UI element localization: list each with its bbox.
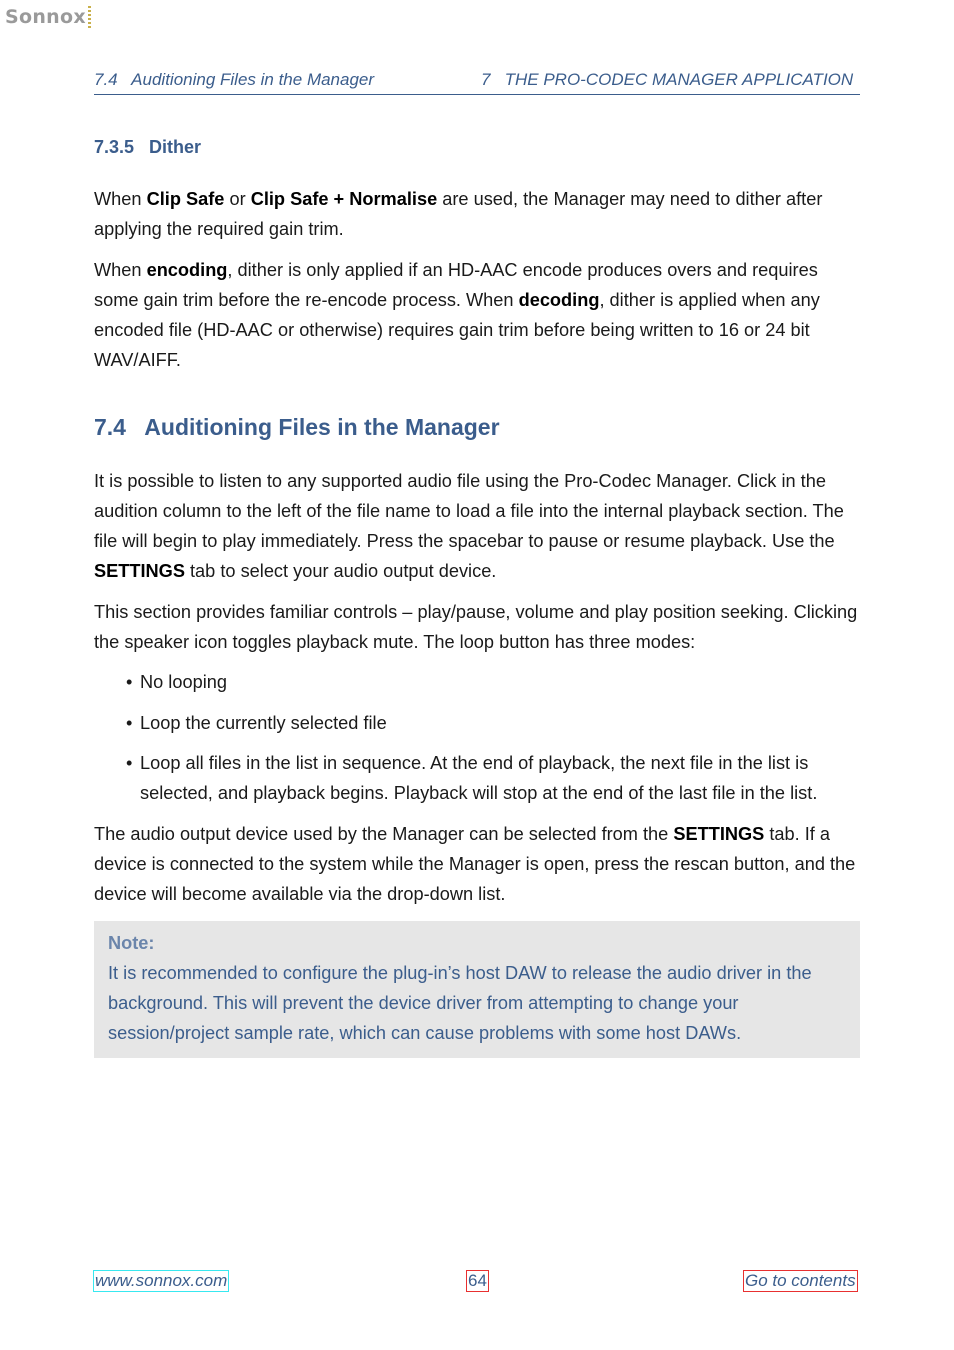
list-item: • Loop all files in the list in sequence. At the end of playback, the next file in the list is selected, and playback begins. Playback will stop at the end of the last file in the list. xyxy=(126,748,866,808)
note-box xyxy=(94,921,860,1058)
paragraph: It is possible to listen to any supported audio file using the Pro-Codec Manager. Click in the audition column to the left of the file name to load a file into the internal playback section. The file will begin to play immediately. Press the spacebar to pause or resume playback. Use the SETTINGS tab to select your audio output device. xyxy=(94,471,844,581)
bullet-icon: • xyxy=(126,672,133,692)
list-item: • No looping xyxy=(126,667,866,697)
sonnox-logo xyxy=(5,4,91,30)
bullet-icon: • xyxy=(126,753,133,773)
loop-modes-list xyxy=(126,667,866,819)
logo-dots-icon xyxy=(88,6,91,28)
subsection-heading-dither: 7.3.5 Dither xyxy=(94,137,202,157)
note-title: Note: xyxy=(108,933,155,953)
paragraph: When encoding, dither is only applied if an HD-AAC encode produces overs and requires some gain trim before the re-encode process. When decoding, dither is applied when any encoded file (HD-AAC or otherwise) requires gain trim before being written to 16 or 24 bit WAV/AIFF. xyxy=(94,260,820,370)
paragraph: This section provides familiar controls – play/pause, volume and play position seeking. Clicking the speaker icon toggles playback mute. The loop button has three modes: xyxy=(94,602,858,652)
paragraph: The audio output device used by the Manager can be selected from the SETTINGS tab. If a device is connected to the system while the Manager is open, press the rescan button, and the device will become available via the drop-down list. xyxy=(94,824,856,904)
header-chapter-title: 7 THE PRO-CODEC MANAGER APPLICATION xyxy=(481,70,854,89)
page-number-link[interactable]: 64 xyxy=(468,1271,487,1290)
list-item: • Loop the currently selected file xyxy=(126,708,866,738)
go-to-contents-link[interactable]: Go to contents xyxy=(745,1271,856,1290)
running-header xyxy=(94,70,860,95)
bullet-icon: • xyxy=(126,712,133,733)
header-section-title: 7.4 Auditioning Files in the Manager xyxy=(94,70,375,89)
logo-text: Sonnox xyxy=(5,6,86,28)
website-link[interactable]: www.sonnox.com xyxy=(95,1271,228,1290)
paragraph: When Clip Safe or Clip Safe + Normalise are used, the Manager may need to dither after applying the required gain trim. xyxy=(94,189,823,239)
note-body: It is recommended to configure the plug-in’s host DAW to release the audio driver in the background. This will prevent the device driver from attempting to change your session/project sample rate, which can cause problems with some host DAWs. xyxy=(108,963,812,1043)
section-heading-auditioning: 7.4 Auditioning Files in the Manager xyxy=(94,414,500,440)
